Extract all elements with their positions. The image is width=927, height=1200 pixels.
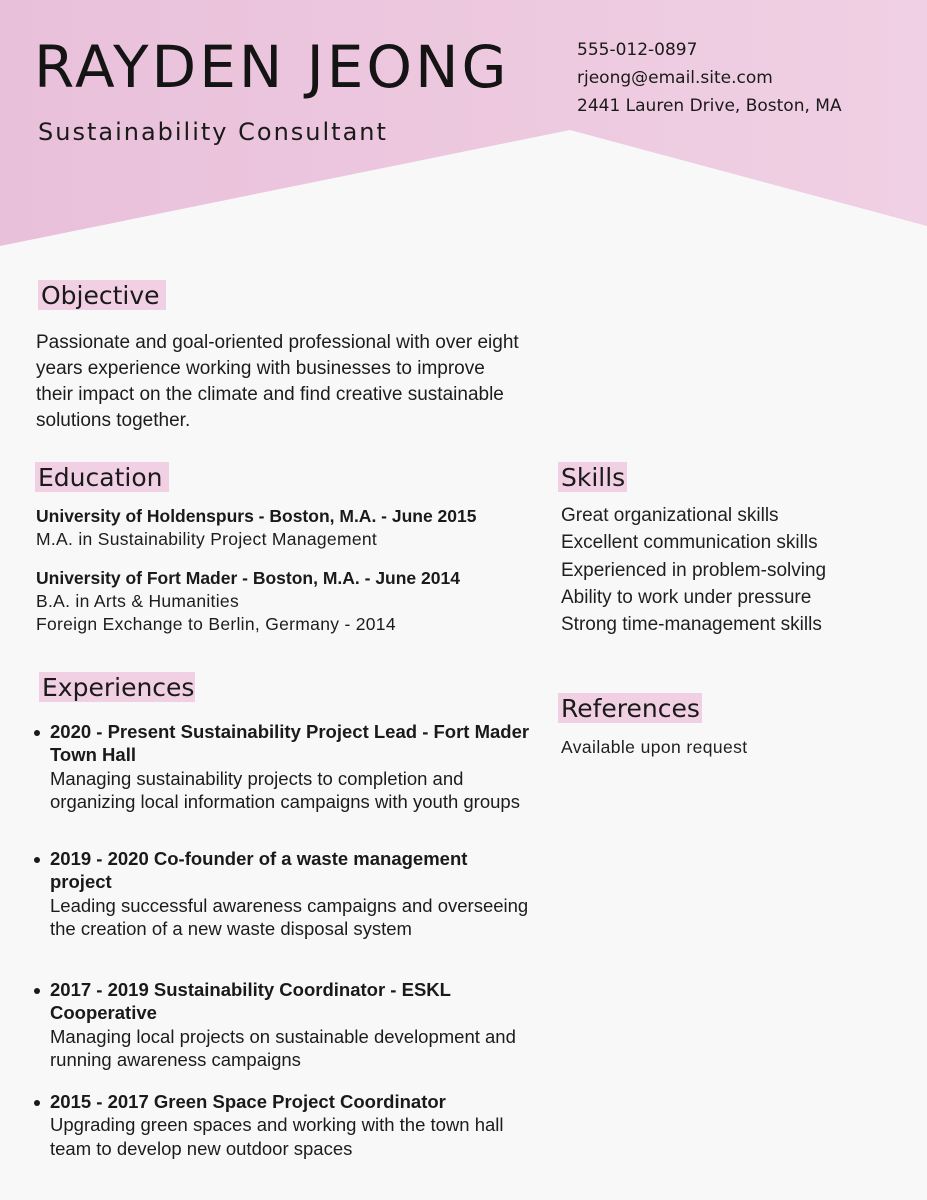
experience-title: 2015 - 2017 Green Space Project Coordinator (50, 1091, 446, 1112)
references-heading: References (561, 694, 700, 723)
street-address: 2441 Lauren Drive, Boston, MA (577, 96, 842, 116)
experience-item (50, 978, 530, 1071)
experience-description: Managing local projects on sustainable development and running awareness campaigns (50, 1025, 516, 1070)
experience-title: 2017 - 2019 Sustainability Coordinator - ESKL Cooperative (50, 979, 451, 1024)
bullet-icon (34, 730, 40, 736)
bullet-icon (34, 1100, 40, 1106)
experiences-heading: Experiences (42, 673, 195, 702)
bullet-icon (34, 857, 40, 863)
education-entry-detail: Foreign Exchange to Berlin, Germany - 2014 (36, 614, 396, 634)
experience-description: Upgrading green spaces and working with the town hall team to develop new outdoor spaces (50, 1114, 504, 1159)
skill-item: Experienced in problem-solving (561, 559, 827, 581)
skill-item: Great organizational skills (561, 505, 779, 526)
experience-item (50, 720, 530, 813)
skill-item: Strong time-management skills (561, 614, 822, 636)
experience-description: Leading successful awareness campaigns and overseeing the creation of a new waste disposal system (50, 894, 529, 939)
skills-list (561, 502, 826, 638)
phone-number: 555-012-0897 (577, 40, 698, 60)
education-entry (36, 505, 477, 551)
objective-heading: Objective (41, 281, 160, 310)
email-address: rjeong@email.site.com (577, 68, 773, 88)
education-entry-title: University of Fort Mader - Boston, M.A. - June 2014 (36, 568, 460, 588)
experience-description: Managing sustainability projects to completion and organizing local information campaigns with youth groups (50, 767, 520, 812)
education-heading: Education (38, 463, 163, 492)
education-entry-detail: M.A. in Sustainability Project Management (36, 529, 378, 549)
references-text: Available upon request (561, 737, 748, 757)
education-entry-title: University of Holdenspurs - Boston, M.A. - June 2015 (36, 506, 477, 526)
experience-item (50, 847, 530, 940)
skill-item: Ability to work under pressure (561, 586, 812, 608)
candidate-name: RAYDEN JEONG (34, 33, 510, 101)
job-title: Sustainability Consultant (38, 118, 388, 146)
education-entry-detail: B.A. in Arts & Humanities (36, 591, 239, 611)
skills-heading: Skills (561, 463, 626, 492)
experience-item (50, 1090, 530, 1160)
bullet-icon (34, 988, 40, 994)
education-entry (36, 567, 460, 636)
contact-info (577, 36, 842, 120)
experience-title: 2019 - 2020 Co-founder of a waste management project (50, 848, 468, 893)
skill-item: Excellent communication skills (561, 532, 818, 554)
objective-text: Passionate and goal-oriented professional with over eight years experience working with businesses to improve their impact on the climate and find creative sustainable solutions together. (36, 332, 519, 431)
experience-title: 2020 - Present Sustainability Project Lead - Fort Mader Town Hall (50, 721, 530, 766)
